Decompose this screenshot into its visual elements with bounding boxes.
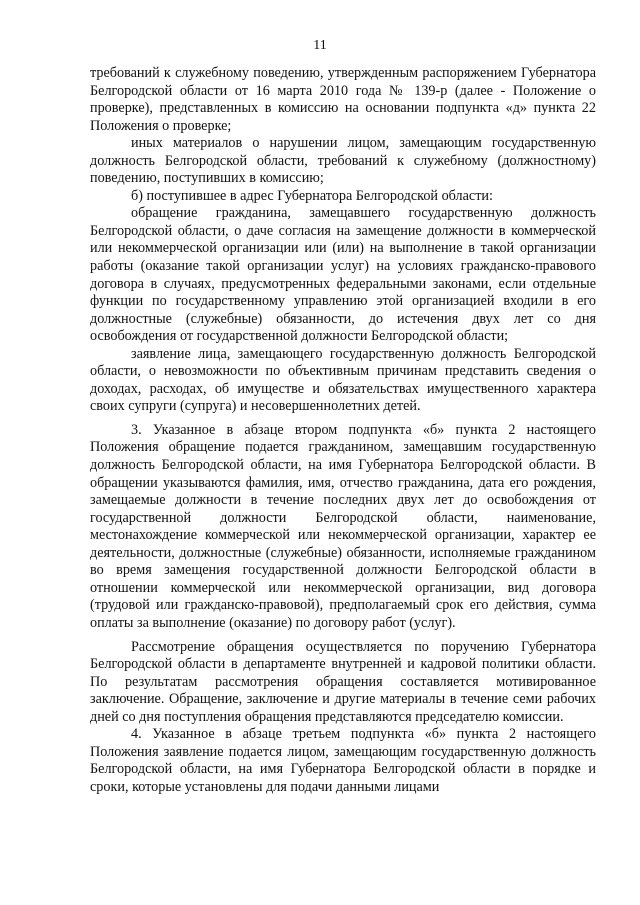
paragraph-statement: заявление лица, замещающего государственную должность Белгородской области, о невозможности по объективным причинам представить сведения о доходах, расходах, об имуществе и обязательствах имущественного характера своих супруги (супруга) и несовершеннолетних детей. [90,345,596,415]
paragraph-subitem-b: б) поступившее в адрес Губернатора Белгородской области: [131,187,493,204]
paragraph-consideration: Рассмотрение обращения осуществляется по поручению Губернатора Белгородской области в департаменте внутренней и кадровой политики области. По результатам рассмотрения обращения составляется мотивированное заключение. Обращение, заключение и другие материалы в течение семи рабочих дней со дня поступления обращения представляются председателю комиссии. [90,638,596,725]
paragraph-citizen-appeal: обращение гражданина, замещавшего государственную должность Белгородской области, о даче согласия на замещение должности в коммерческой или некоммерческой организации или (или) на выполнение в такой организации работы (оказание такой организации услуг) на условиях гражданско-правового договора в случаях, предусмотренных федеральными законами, если отдельные функции по государственному управлению этой организацией входили в его должностные (служебные) обязанности, до истечения двух лет со дня освобождения от государственной должности Белгородской области; [90,205,596,345]
page-number: 11 [313,38,327,53]
paragraph-continuation: требований к служебному поведению, утвержденным распоряжением Губернатора Белгородской области от 16 марта 2010 года № 139-р (далее - Положение о проверке), представленных в комиссию на основании подпункта «д» пункта 22 Положения о проверке; [90,65,596,134]
paragraph-other-materials: иных материалов о нарушении лицом, замещающим государственную должность Белгородской области, требований к служебному (должностному) поведению, поступивших в комиссию; [90,135,596,187]
body-text [90,65,596,796]
paragraph-item-4: 4. Указанное в абзаце третьем подпункта «б» пункта 2 настоящего Положения заявление подается лицом, замещающим государственную должность Белгородской области, на имя Губернатора Белгородской области в порядке и сроки, которые установлены для подачи данными лицами [90,726,596,795]
paragraph-item-3: 3. Указанное в абзаце втором подпункта «б» пункта 2 настоящего Положения обращение подается гражданином, замещавшим государственную должность Белгородской области, на имя Губернатора Белгородской области. В обращении указываются фамилия, имя, отчество гражданина, дата его рождения, замещаемые должности в течение последних двух лет до освобождения от государственной должности Белгородской области, наименование, местонахождение коммерческой или некоммерческой организации, характер ее деятельности, должностные (служебные) обязанности, исполняемые гражданином во время замещения государственной должности Белгородской области в отношении коммерческой или некоммерческой организации, вид договора (трудовой или гражданско-правовой), предполагаемый срок его действия, сумма оплаты за выполнение (оказание) по договору работ (услуг). [90,421,596,631]
